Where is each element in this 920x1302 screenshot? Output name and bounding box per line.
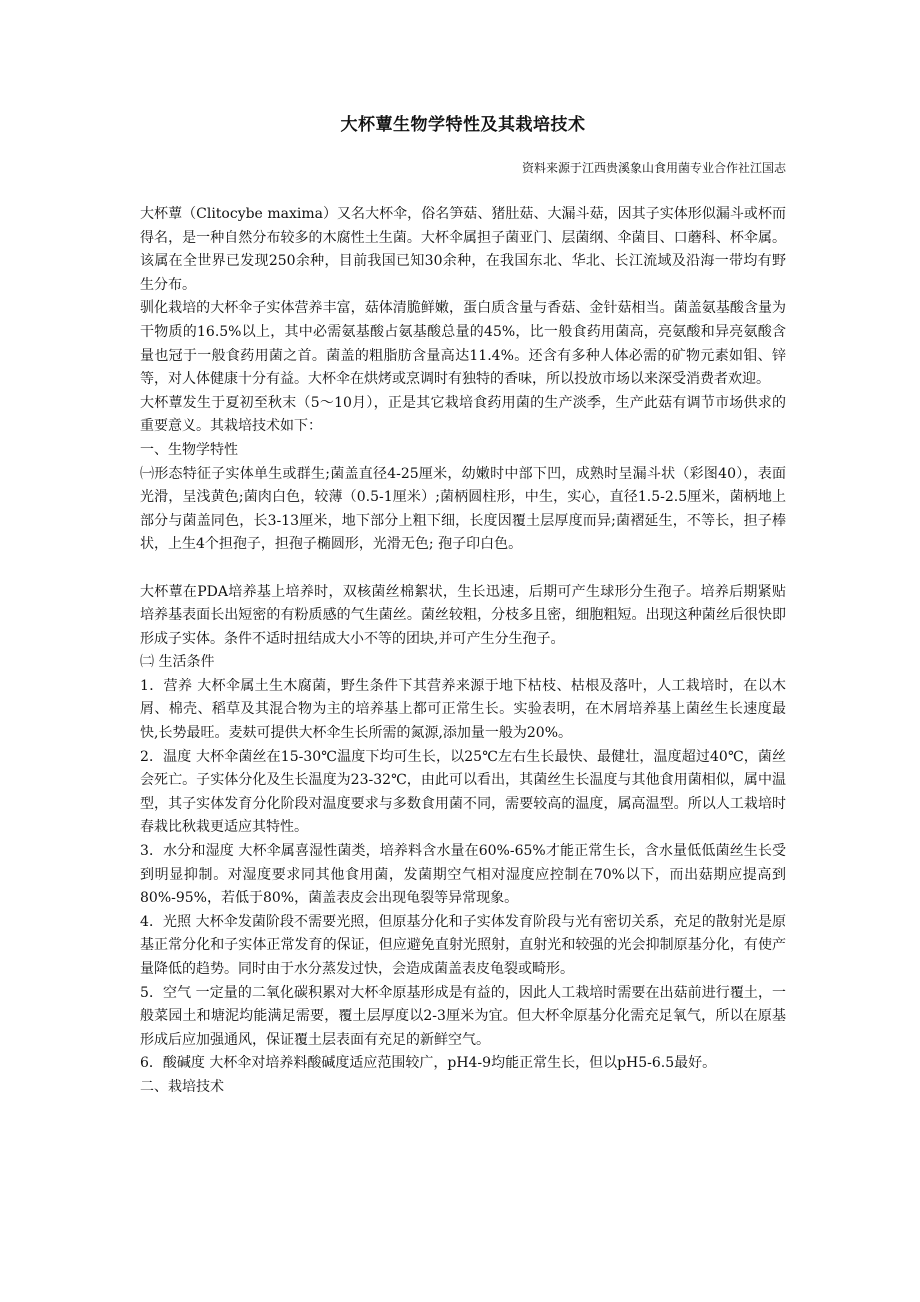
paragraph-culture: 大杯蕈在PDA培养基上培养时，双核菌丝棉絮状，生长迅速，后期可产生球形分生孢子。培养后期紧贴培养基表面长出短密的有粉质感的气生菌丝。菌丝较粗，分枝多且密，细胞粗短。出现这种菌丝后很快即形成子实体。条件不适时扭结成大小不等的团块,并可产生分生孢子。 [140, 583, 786, 647]
paragraph-morphology: ㈠形态特征子实体单生或群生;菌盖直径4-25厘米，幼嫩时中部下凹，成熟时呈漏斗状（彩图40），表面光滑，呈浅黄色;菌肉白色，较薄（0.5-1厘米）;菌柄圆柱形，中生，实心，直径1.5-2.5厘米，菌柄地上部分与菌盖同色，长3-13厘米，地下部分上粗下细，长度因覆土层厚度而异;菌褶延生，不等长，担子棒状，上生4个担孢子，担孢子椭圆形，光滑无色; 孢子印白色。 [140, 465, 786, 553]
paragraph-moisture: 3．水分和湿度 大杯伞属喜湿性菌类，培养料含水量在60%-65%才能正常生长，含水量低低菌丝生长受到明显抑制。对湿度要求同其他食用菌，发菌期空气相对湿度应控制在70%以下，而出菇期应提高到80%-95%，若低于80%，菌盖表皮会出现龟裂等异常现象。 [140, 843, 786, 907]
paragraph-nutrition: 驯化栽培的大杯伞子实体营养丰富，菇体清脆鲜嫩，蛋白质含量与香菇、金针菇相当。菌盖氨基酸含量为干物质的16.5%以上，其中必需氨基酸占氨基酸总量的45%，比一般食药用菌高，亮氨酸和异亮氨酸含量也冠于一般食药用菌之首。菌盖的粗脂肪含量高达11.4%。还含有多种人体必需的矿物元素如钼、锌等，对人体健康十分有益。大杯伞在烘烤或烹调时有独特的香味，所以投放市场以来深受消费者欢迎。 [140, 300, 786, 388]
subsection-heading-conditions: ㈡ 生活条件 [140, 654, 215, 671]
paragraph-nutrient: 1．营养 大杯伞属土生木腐菌，野生条件下其营养来源于地下枯枝、枯根及落叶，人工栽培时，在以木屑、棉壳、稻草及其混合物为主的培养基上都可正常生长。实验表明，在木屑培养基上菌丝生长速度最快,长势最旺。麦麸可提供大杯伞生长所需的氮源,添加量一般为20%。 [140, 677, 786, 742]
paragraph-light: 4．光照 大杯伞发菌阶段不需要光照，但原基分化和子实体发育阶段与光有密切关系，充足的散射光是原基正常分化和子实体正常发育的保证，但应避免直射光照射，直射光和较强的光会抑制原基分化，有使产量降低的趋势。同时由于水分蒸发过快，会造成菌盖表皮龟裂或畸形。 [140, 913, 786, 977]
paragraph-ph: 6．酸碱度 大杯伞对培养料酸碱度适应范围较广，pH4-9均能正常生长，但以pH5-6.5最好。 [140, 1055, 717, 1072]
paragraph-intro: 大杯蕈（Clitocybe maxima）又名大杯伞，俗名笋菇、猪肚菇、大漏斗菇，因其子实体形似漏斗或杯而得名，是一种自然分布较多的木腐性土生菌。大杯伞属担子菌亚门、层菌纲、伞菌目、口蘑科、杯伞属。该属在全世界已发现250余种，目前我国已知30余种，在我国东北、华北、长江流域及沿海一带均有野生分布。 [140, 206, 786, 293]
paragraph-air: 5．空气 一定量的二氧化碳积累对大杯伞原基形成是有益的，因此人工栽培时需要在出菇前进行覆土，一般菜园土和塘泥均能满足需要，覆土层厚度以2-3厘米为宜。但大杯伞原基分化需充足氧气，所以在原基形成后应加强通风，保证覆土层表面有充足的新鲜空气。 [140, 984, 786, 1048]
paragraph-season: 大杯蕈发生于夏初至秋末（5～10月），正是其它栽培食药用菌的生产淡季，生产此菇有调节市场供求的重要意义。其栽培技术如下： [140, 394, 786, 435]
document-body [140, 203, 786, 1100]
document-title: 大杯蕈生物学特性及其栽培技术 [340, 115, 586, 135]
section-heading-biology: 一、生物学特性 [140, 441, 238, 458]
blank-line [140, 557, 786, 581]
section-heading-cultivation: 二、栽培技术 [140, 1078, 224, 1095]
source-attribution: 资料来源于江西贵溪象山食用菌专业合作社江国志 [521, 161, 786, 175]
paragraph-temperature: 2．温度 大杯伞菌丝在15-30℃温度下均可生长，以25℃左右生长最快、最健壮，温度超过40℃，菌丝会死亡。子实体分化及生长温度为23-32℃，由此可以看出，其菌丝生长温度与其他食用菌相似，属中温型，其子实体发育分化阶段对温度要求与多数食用菌不同，需要较高的温度，属高温型。所以人工栽培时春栽比秋栽更适应其特性。 [140, 748, 786, 836]
